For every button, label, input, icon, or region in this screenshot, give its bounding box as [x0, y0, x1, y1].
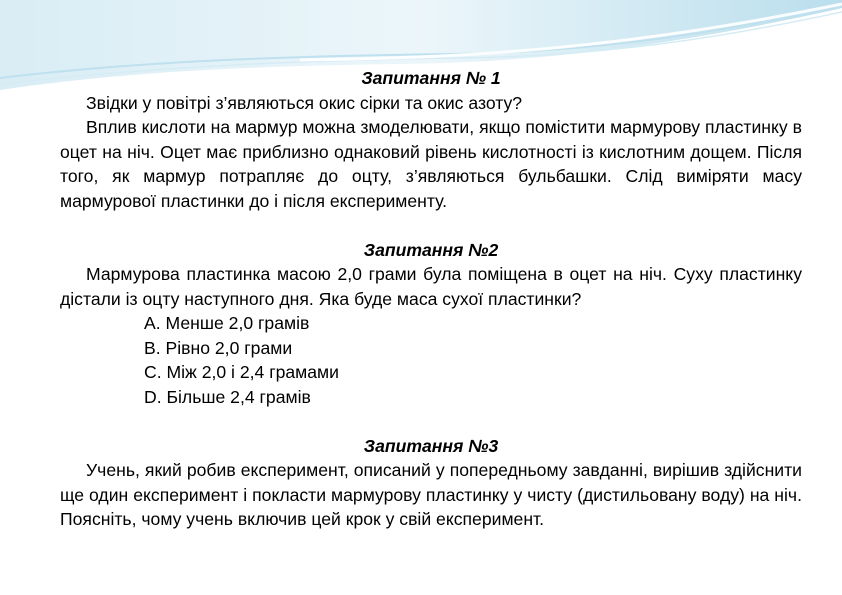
- question-3-paragraph: Учень, який робив експеримент, описаний у попередньому завданні, вирішив здійснити ще один експеримент і покласти мармурову пластинку у чисту (дистильовану воду) на ніч. Поясніть, чому учень включив цей крок у свій експеримент.: [60, 460, 802, 529]
- answer-option: C. Між 2,0 і 2,4 грамами: [144, 362, 339, 382]
- question-2-heading: Запитання №2: [363, 239, 499, 260]
- answer-option: B. Рівно 2,0 грами: [144, 337, 293, 358]
- question-1-paragraph: Вплив кислоти на мармур можна змоделювати, якщо помістити мармурову пластинку в оцет на ніч. Оцет має приблизно однаковий рівень кислотності із кислотним дощем. Після того, як мармур потрапляє до оцту, з’являються бульбашки. Слід виміряти масу мармурової пластинки до і після експерименту.: [60, 117, 802, 211]
- question-1-heading: Запитання № 1: [361, 68, 501, 88]
- document-content: [60, 66, 802, 532]
- answer-option: D. Більше 2,4 грамів: [144, 386, 311, 407]
- question-2-paragraph: Мармурова пластинка масою 2,0 грами була поміщена в оцет на ніч. Суху пластинку дістали із оцту наступного дня. Яка буде маса сухої пластинки?: [60, 264, 802, 309]
- answer-option: A. Менше 2,0 грамів: [144, 313, 310, 333]
- answer-options-list: [60, 311, 802, 409]
- question-1-paragraph: Звідки у повітрі з’являються окис сірки та окис азоту?: [86, 92, 523, 113]
- question-3-heading: Запитання №3: [363, 435, 499, 456]
